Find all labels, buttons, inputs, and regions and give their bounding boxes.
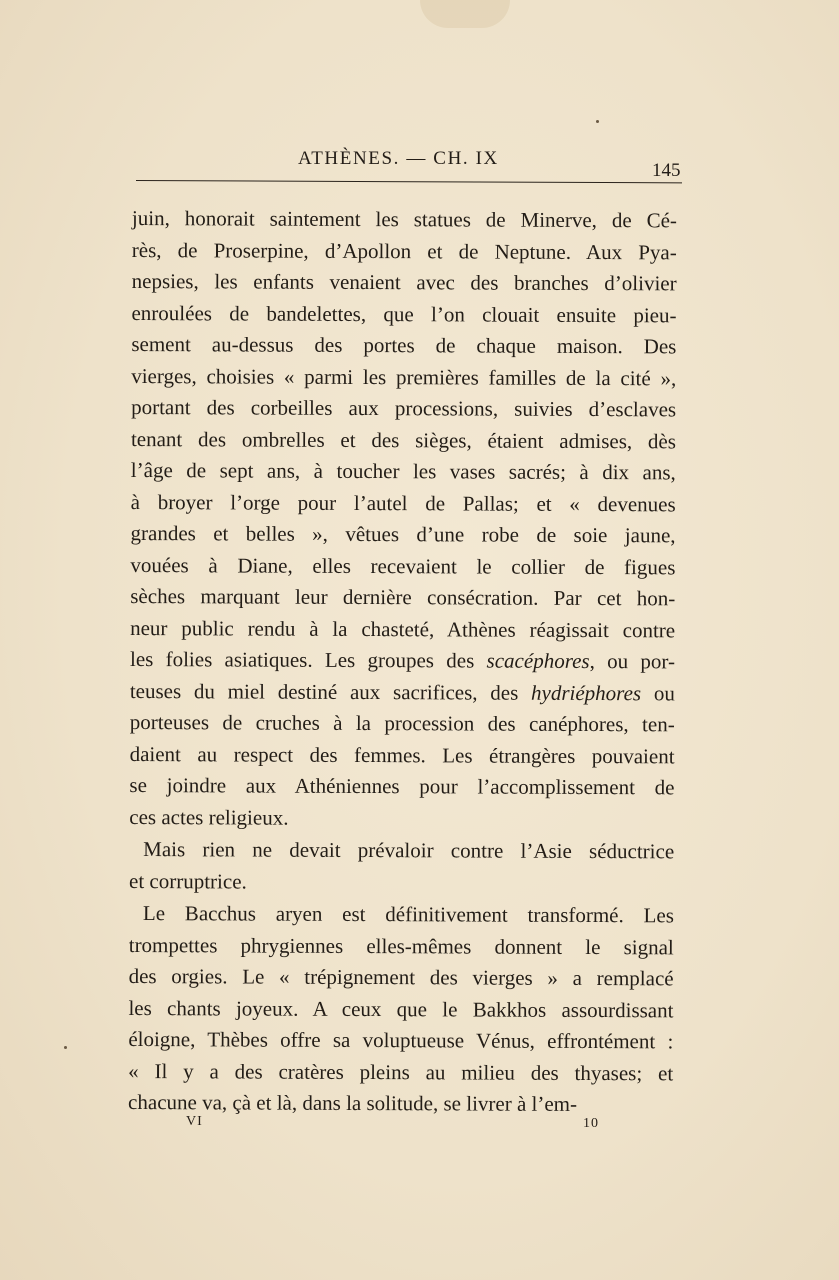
- text-line: grandes et belles », vêtues d’une robe de soie jaune,: [130, 520, 676, 548]
- text-line: trompettes phrygiennes elles-mêmes donnent le signal: [128, 932, 674, 959]
- text-line: des orgies. Le « trépignement des vierges » a remplacé: [128, 963, 674, 991]
- text-line: Le Bacchus aryen est définitivement transformé. Les: [142, 901, 674, 928]
- text-line: Mais rien ne devait prévaloir contre l’Asie séductrice: [143, 837, 675, 864]
- text-line: éloigne, Thèbes offre sa voluptueuse Vénus, effrontément :: [128, 1026, 674, 1054]
- text-line: neur public rendu à la chasteté, Athènes réagissait contre: [130, 615, 676, 642]
- text-line: vouées à Diane, elles recevaient le collier de figues: [130, 552, 676, 579]
- signature-mark: VI: [186, 1114, 203, 1129]
- text-line: chacune va, çà et là, dans la solitude, se livrer à l’em-: [128, 1089, 578, 1116]
- header-rule: [136, 180, 682, 183]
- text-line: l’âge de sept ans, à toucher les vases sacrés; à dix ans,: [130, 457, 676, 485]
- text-line: à broyer l’orge pour l’autel de Pallas; et « devenues: [130, 489, 676, 516]
- text-line: daient au respect des femmes. Les étrangères pouvaient: [129, 741, 675, 768]
- text-line: sement au-dessus des portes de chaque maison. Des: [131, 331, 677, 359]
- text-line: se joindre aux Athéniennes pour l’accomplissement de: [129, 772, 675, 800]
- gathering-number: 10: [583, 1116, 599, 1131]
- speck: [64, 1046, 67, 1049]
- text-line: teuses du miel destiné aux sacrifices, des hydriéphores ou: [129, 678, 675, 705]
- text-line: nepsies, les enfants venaient avec des branches d’olivier: [131, 268, 677, 296]
- text-line: ces actes religieux.: [129, 804, 289, 830]
- page-footer: [0, 1114, 839, 1138]
- text-line: rès, de Proserpine, d’Apollon et de Neptune. Aux Pya-: [131, 237, 677, 264]
- paper-stain: [420, 0, 510, 28]
- text-line: « Il y a des cratères pleins au milieu des thyases; et: [128, 1058, 674, 1085]
- text-line: et corruptrice.: [128, 868, 247, 894]
- chapter-title: ATHÈNES. — CH. IX: [298, 148, 499, 169]
- paragraph: [129, 834, 674, 899]
- running-head: [0, 148, 839, 181]
- text-line: les chants joyeux. A ceux que le Bakkhos assourdissant: [128, 995, 674, 1022]
- text-line: porteuses de cruches à la procession des canéphores, ten-: [129, 709, 675, 737]
- body-text: [128, 203, 677, 1121]
- paragraph: [129, 203, 677, 835]
- text-line: les folies asiatiques. Les groupes des scacéphores, ou por-: [129, 646, 676, 674]
- text-line: vierges, choisies « parmi les premières familles de la cité »,: [131, 363, 677, 390]
- text-line: sèches marquant leur dernière consécration. Par cet hon-: [130, 583, 676, 611]
- text-line: juin, honorait saintement les statues de Minerve, de Cé-: [131, 205, 677, 233]
- text-line: enroulées de bandelettes, que l’on clouait ensuite pieu-: [131, 300, 677, 327]
- speck: [596, 120, 599, 123]
- page-number: 145: [652, 160, 681, 181]
- text-line: tenant des ombrelles et des sièges, étaient admises, dès: [130, 426, 677, 453]
- paragraph: [128, 898, 674, 1121]
- text-line: portant des corbeilles aux processions, suivies d’esclaves: [131, 394, 677, 422]
